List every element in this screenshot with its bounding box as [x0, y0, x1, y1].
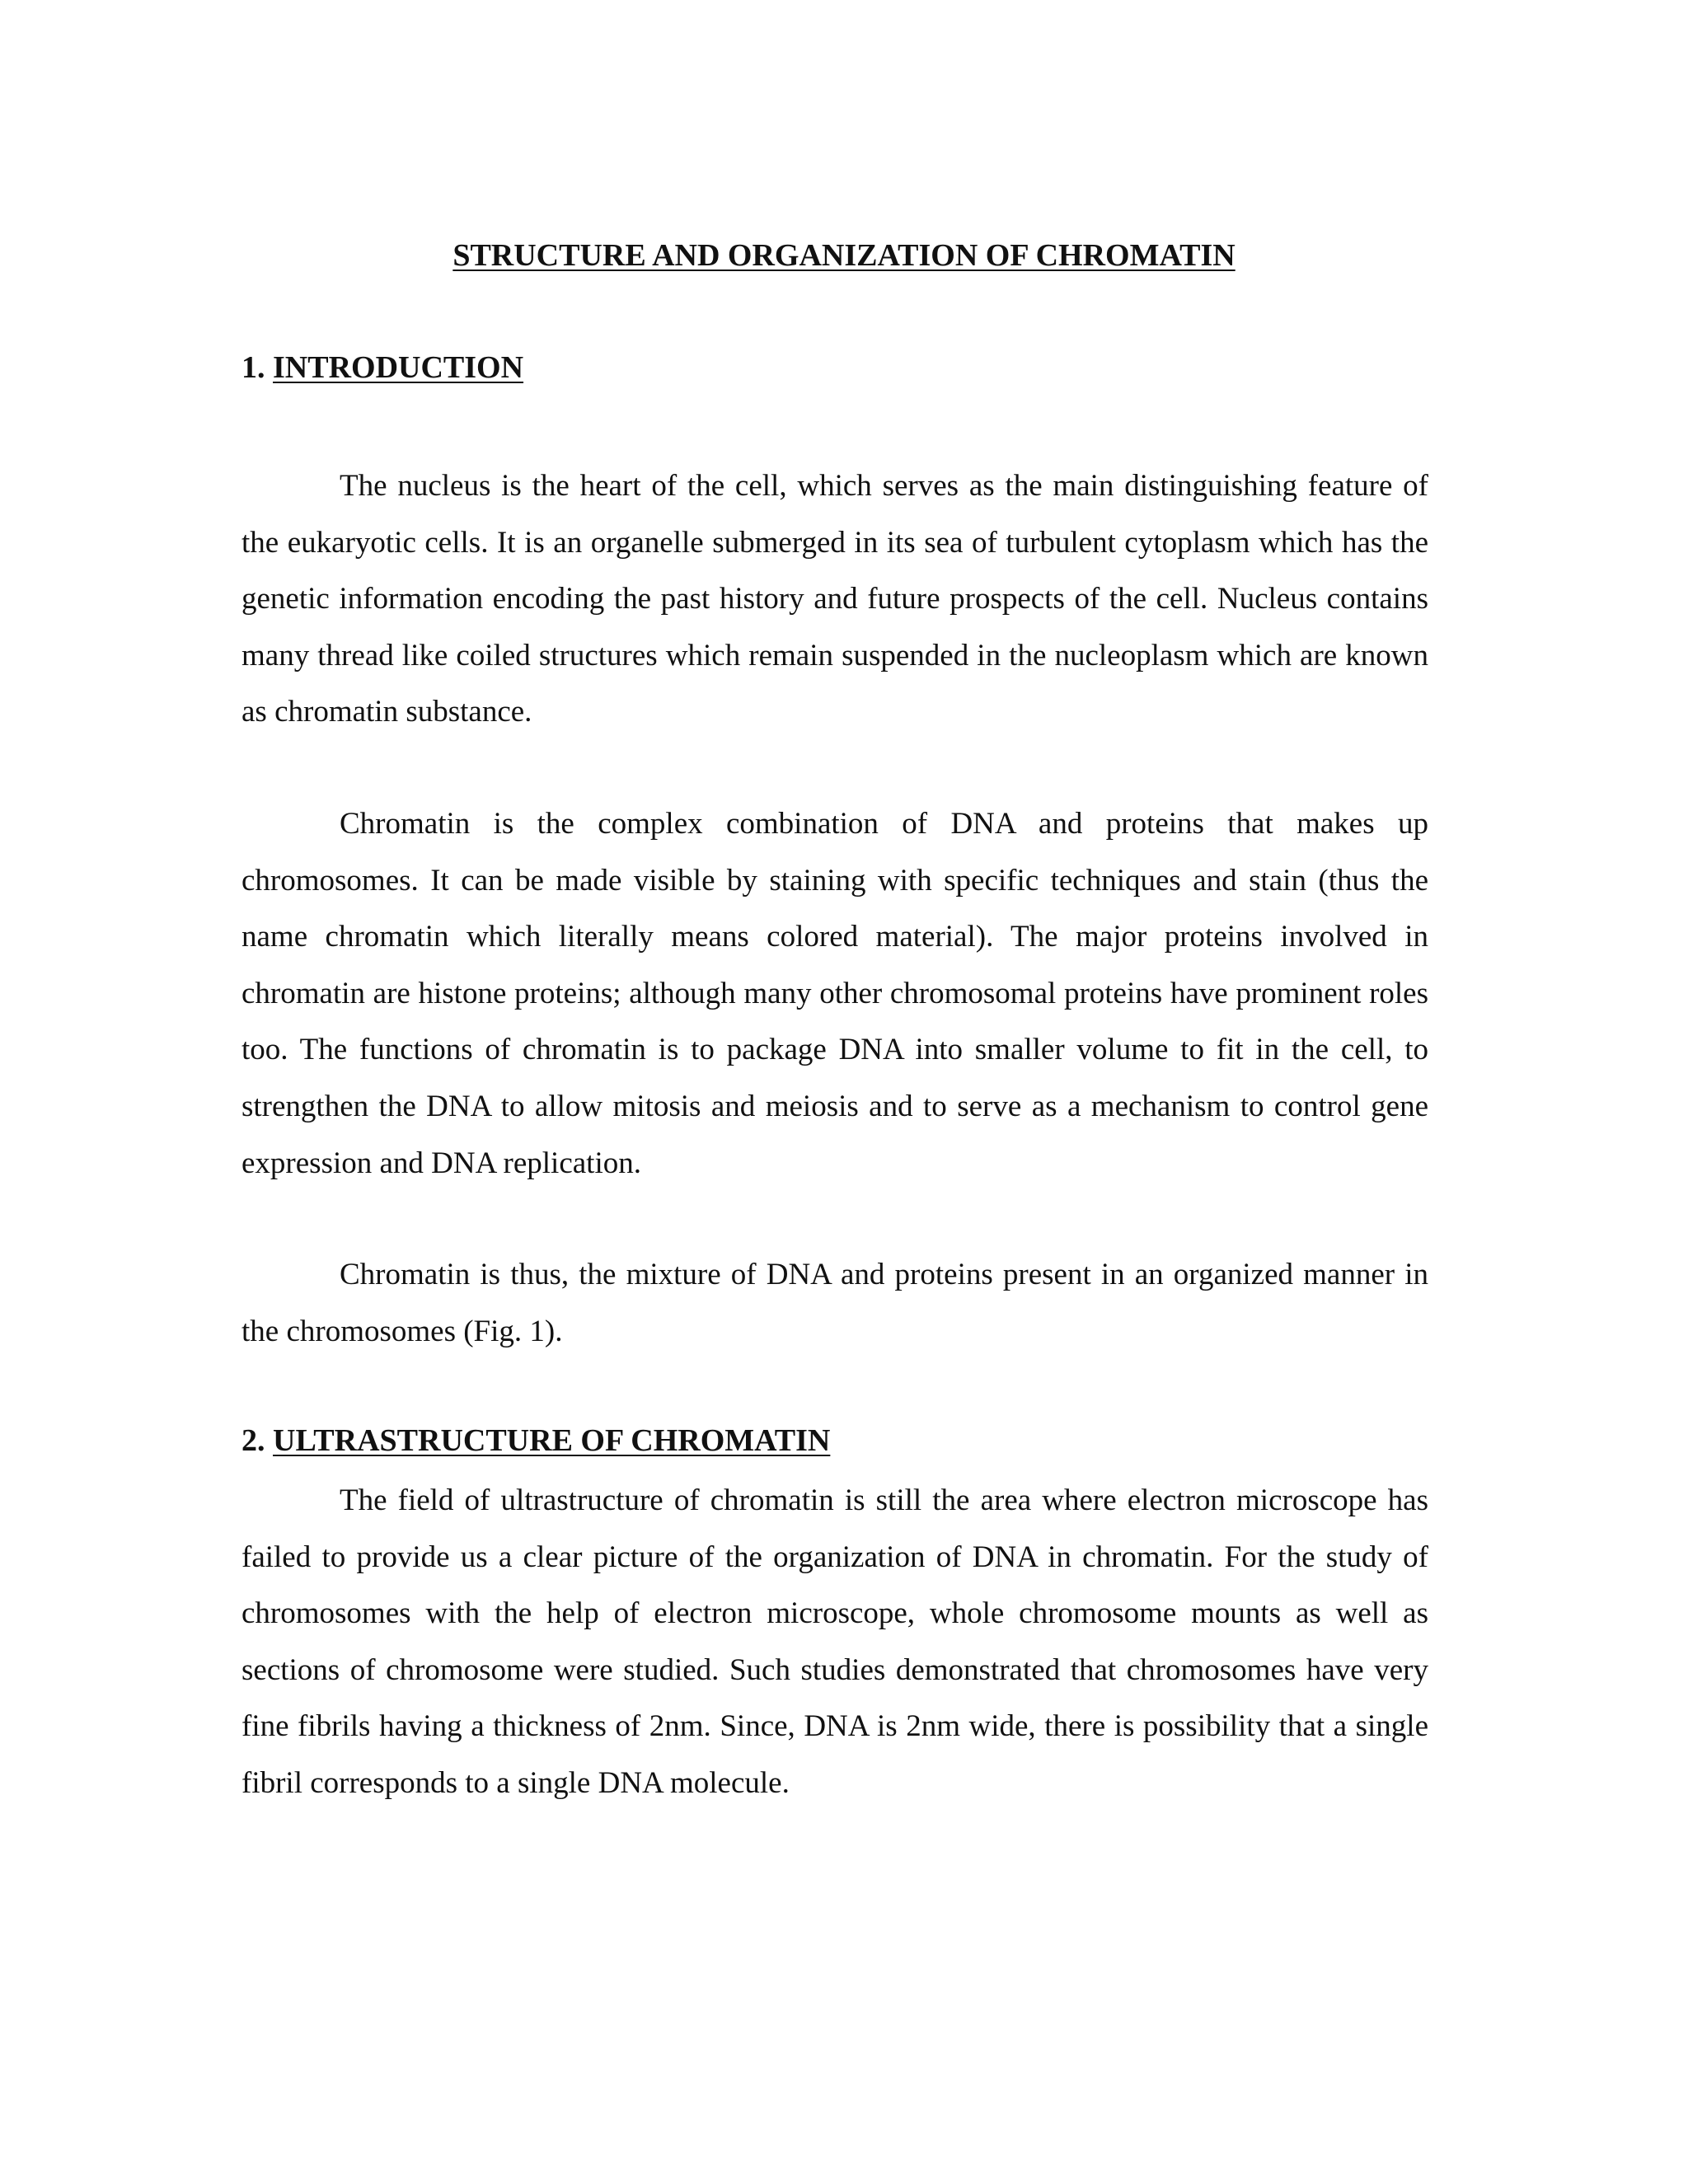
section-heading-introduction — [241, 348, 523, 387]
section-heading-ultrastructure — [241, 1421, 830, 1460]
section-number: 1. — [241, 350, 265, 385]
paragraph-chromatin-definition: Chromatin is the complex combination of DNA and proteins that makes up chromosomes. It can be made visible by staining with specific techniques and stain (thus the name chromatin which literally means colored material). The major proteins involved in chromatin are histone proteins; although many other chromosomal proteins have prominent roles too. The functions of chromatin is to package DNA into smaller volume to fit in the cell, to strengthen the DNA to allow mitosis and meiosis and to serve as a mechanism to control gene expression and DNA replication. — [241, 807, 1428, 1180]
document-title: STRUCTURE AND ORGANIZATION OF CHROMATIN — [452, 238, 1236, 273]
paragraph-chromatin-summary: Chromatin is thus, the mixture of DNA and proteins present in an organized manner in the chromosomes (Fig. 1). — [241, 1258, 1428, 1348]
paragraph-ultrastructure: The field of ultrastructure of chromatin is still the area where electron microscope has failed to provide us a clear picture of the organization of DNA in chromatin. For the study of chromosomes with the help of electron microscope, whole chromosome mounts as well as sections of chromosome were studied. Such studies demonstrated that chromosomes have very fine fibrils having a thickness of 2nm. Since, DNA is 2nm wide, there is possibility that a single fibril corresponds to a single DNA molecule. — [241, 1483, 1428, 1800]
paragraph-nucleus: The nucleus is the heart of the cell, which serves as the main distinguishing feature of the eukaryotic cells. It is an organelle submerged in its sea of turbulent cytoplasm which has the genetic information encoding the past history and future prospects of the cell. Nucleus contains many thread like coiled structures which remain suspended in the nucleoplasm which are known as chromatin substance. — [241, 469, 1428, 729]
section-heading-text: INTRODUCTION — [273, 350, 524, 385]
section-number: 2. — [241, 1423, 265, 1458]
section-heading-text: ULTRASTRUCTURE OF CHROMATIN — [273, 1423, 831, 1458]
